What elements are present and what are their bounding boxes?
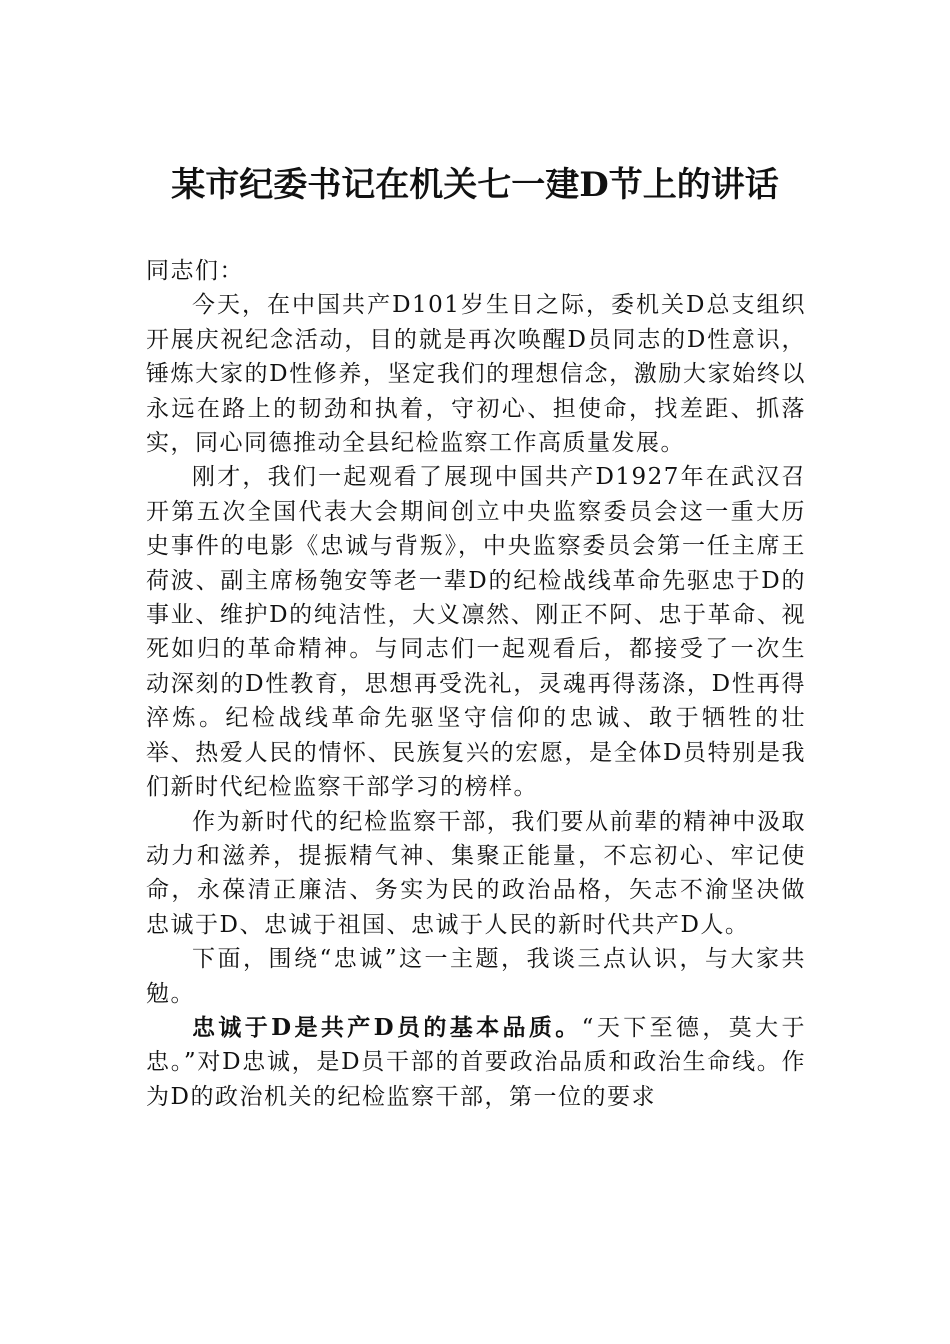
document-body xyxy=(146,254,806,1114)
document-title: 某市纪委书记在机关七一建D节上的讲话 xyxy=(171,165,779,205)
paragraph-5-heading: 忠诚于D是共产D员的基本品质。 xyxy=(192,1013,582,1041)
paragraph-4: 下面，围绕“忠诚”这一主题，我谈三点认识，与大家共勉。 xyxy=(146,946,806,1007)
paragraph-5-text: “天下至德，莫大于忠。”对D忠诚，是D员干部的首要政治品质和政治生命线。作为D的政治机关的纪检监察干部，第一位的要求 xyxy=(146,1014,807,1110)
salutation: 同志们： xyxy=(146,258,244,284)
paragraph-2: 刚才，我们一起观看了展现中国共产D1927年在武汉召开第五次全国代表大会期间创立中央监察委员会这一重大历史事件的电影《忠诚与背叛》，中央监察委员会第一任主席王荷波、副主席杨匏安等老一辈D的纪检战线革命先驱忠于D的事业、维护D的纯洁性，大义凛然、刚正不阿、忠于革命、视死如归的革命精神。与同志们一起观看后，都接受了一次生动深刻的D性教育，思想再受洗礼，灵魂再得荡涤，D性再得淬炼。纪检战线革命先驱坚守信仰的忠诚、敢于牺牲的壮举、热爱人民的情怀、民族复兴的宏愿，是全体D员特别是我们新时代纪检监察干部学习的榜样。 xyxy=(146,464,806,801)
paragraph-5 xyxy=(146,1011,806,1114)
paragraph-3: 作为新时代的纪检监察干部，我们要从前辈的精神中汲取动力和滋养，提振精气神、集聚正能量，不忘初心、牢记使命，永葆清正廉洁、务实为民的政治品格，矢志不渝坚决做忠诚于D、忠诚于祖国、忠诚于人民的新时代共产D人。 xyxy=(146,808,806,938)
paragraph-1: 今天，在中国共产D101岁生日之际，委机关D总支组织开展庆祝纪念活动，目的就是再次唤醒D员同志的D性意识，锤炼大家的D性修养，坚定我们的理想信念，激励大家始终以永远在路上的韧劲和执着，守初心、担使命，找差距、抓落实，同心同德推动全县纪检监察工作高质量发展。 xyxy=(146,292,806,457)
